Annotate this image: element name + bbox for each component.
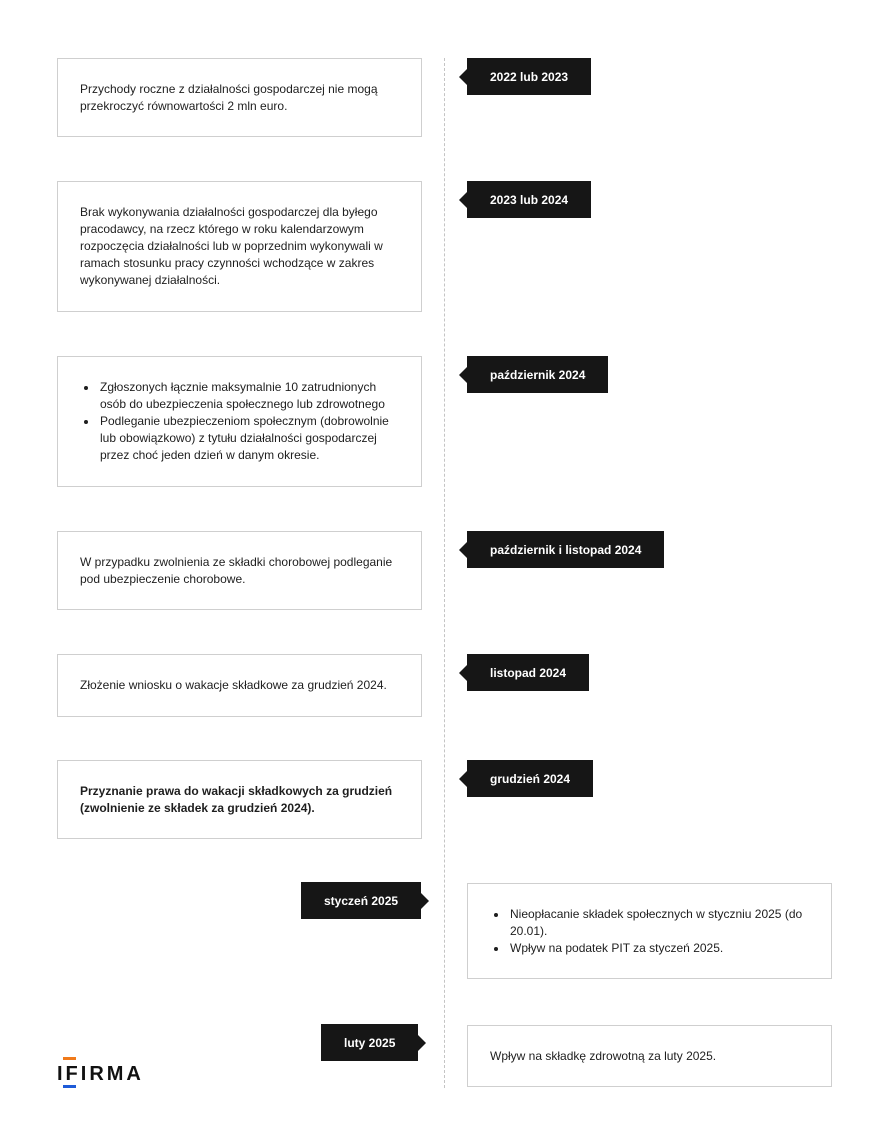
timeline-card-october-november-2024 — [57, 531, 422, 610]
logo-accent-blue — [63, 1085, 76, 1088]
date-tag-october-2024 — [467, 356, 608, 393]
timeline-card-december-2024 — [57, 760, 422, 839]
list-item: • Nieopłacanie składek społecznych w styczniu 2025 (do 20.01). — [508, 906, 809, 940]
date-tag-label: listopad 2024 — [490, 665, 567, 680]
list-item: • Wpływ na podatek PIT za styczeń 2025. — [508, 940, 809, 957]
list-item: • Zgłoszonych łącznie maksymalnie 10 zatrudnionych osób do ubezpieczenia społecznego lub zdrowotnego — [98, 379, 399, 413]
card-text: Przychody roczne z działalności gospodarczej nie mogą przekroczyć równowartości 2 mln euro. — [80, 81, 378, 113]
card-text: Przyznanie prawa do wakacji składkowych za grudzień (zwolnienie ze składek za grudzień 2024). — [80, 783, 393, 815]
date-tag-label: październik 2024 — [490, 367, 586, 382]
list-item: • Podleganie ubezpieczeniom społecznym (dobrowolnie lub obowiązkowo) z tytułu działalności gospodarczej przez choć jeden dzień w danym okresie. — [98, 413, 399, 464]
timeline-card-january-2025 — [467, 883, 832, 979]
date-tag-label: 2023 lub 2024 — [490, 192, 569, 207]
date-tag-december-2024 — [467, 760, 593, 797]
date-tag-2022-2023 — [467, 58, 591, 95]
date-tag-label: grudzień 2024 — [490, 771, 571, 786]
date-tag-label: styczeń 2025 — [324, 893, 399, 908]
date-tag-label: październik i listopad 2024 — [490, 542, 642, 557]
date-tag-november-2024 — [467, 654, 589, 691]
card-bullet-list — [490, 906, 809, 957]
timeline-card-november-2024 — [57, 654, 422, 717]
timeline-card-2023-2024 — [57, 181, 422, 312]
date-tag-february-2025 — [321, 1024, 418, 1061]
timeline-card-2022-2023 — [57, 58, 422, 137]
timeline-card-october-2024 — [57, 356, 422, 487]
card-text: Złożenie wniosku o wakacje składkowe za grudzień 2024. — [80, 678, 387, 692]
logo-accent-orange — [63, 1057, 76, 1060]
date-tag-2023-2024 — [467, 181, 591, 218]
timeline-divider — [444, 58, 445, 1088]
card-text: W przypadku zwolnienia ze składki chorobowej podleganie pod ubezpieczenie chorobowe. — [80, 554, 393, 586]
card-bullet-list — [80, 379, 399, 464]
timeline-card-february-2025 — [467, 1025, 832, 1087]
date-tag-label: 2022 lub 2023 — [490, 69, 569, 84]
card-text: Brak wykonywania działalności gospodarczej dla byłego pracodawcy, na rzecz którego w roku kalendarzowym rozpoczęcia działalności lub w poprzednim wykonywali w ramach stosunku pracy czynności wchodzące w zakres wykonywanej działalności. — [80, 205, 383, 287]
ifirma-logo: IFIRMA — [57, 1063, 144, 1085]
date-tag-october-november-2024 — [467, 531, 664, 568]
date-tag-january-2025 — [301, 882, 421, 919]
card-text: Wpływ na składkę zdrowotną za luty 2025. — [490, 1048, 717, 1063]
date-tag-label: luty 2025 — [344, 1035, 396, 1050]
